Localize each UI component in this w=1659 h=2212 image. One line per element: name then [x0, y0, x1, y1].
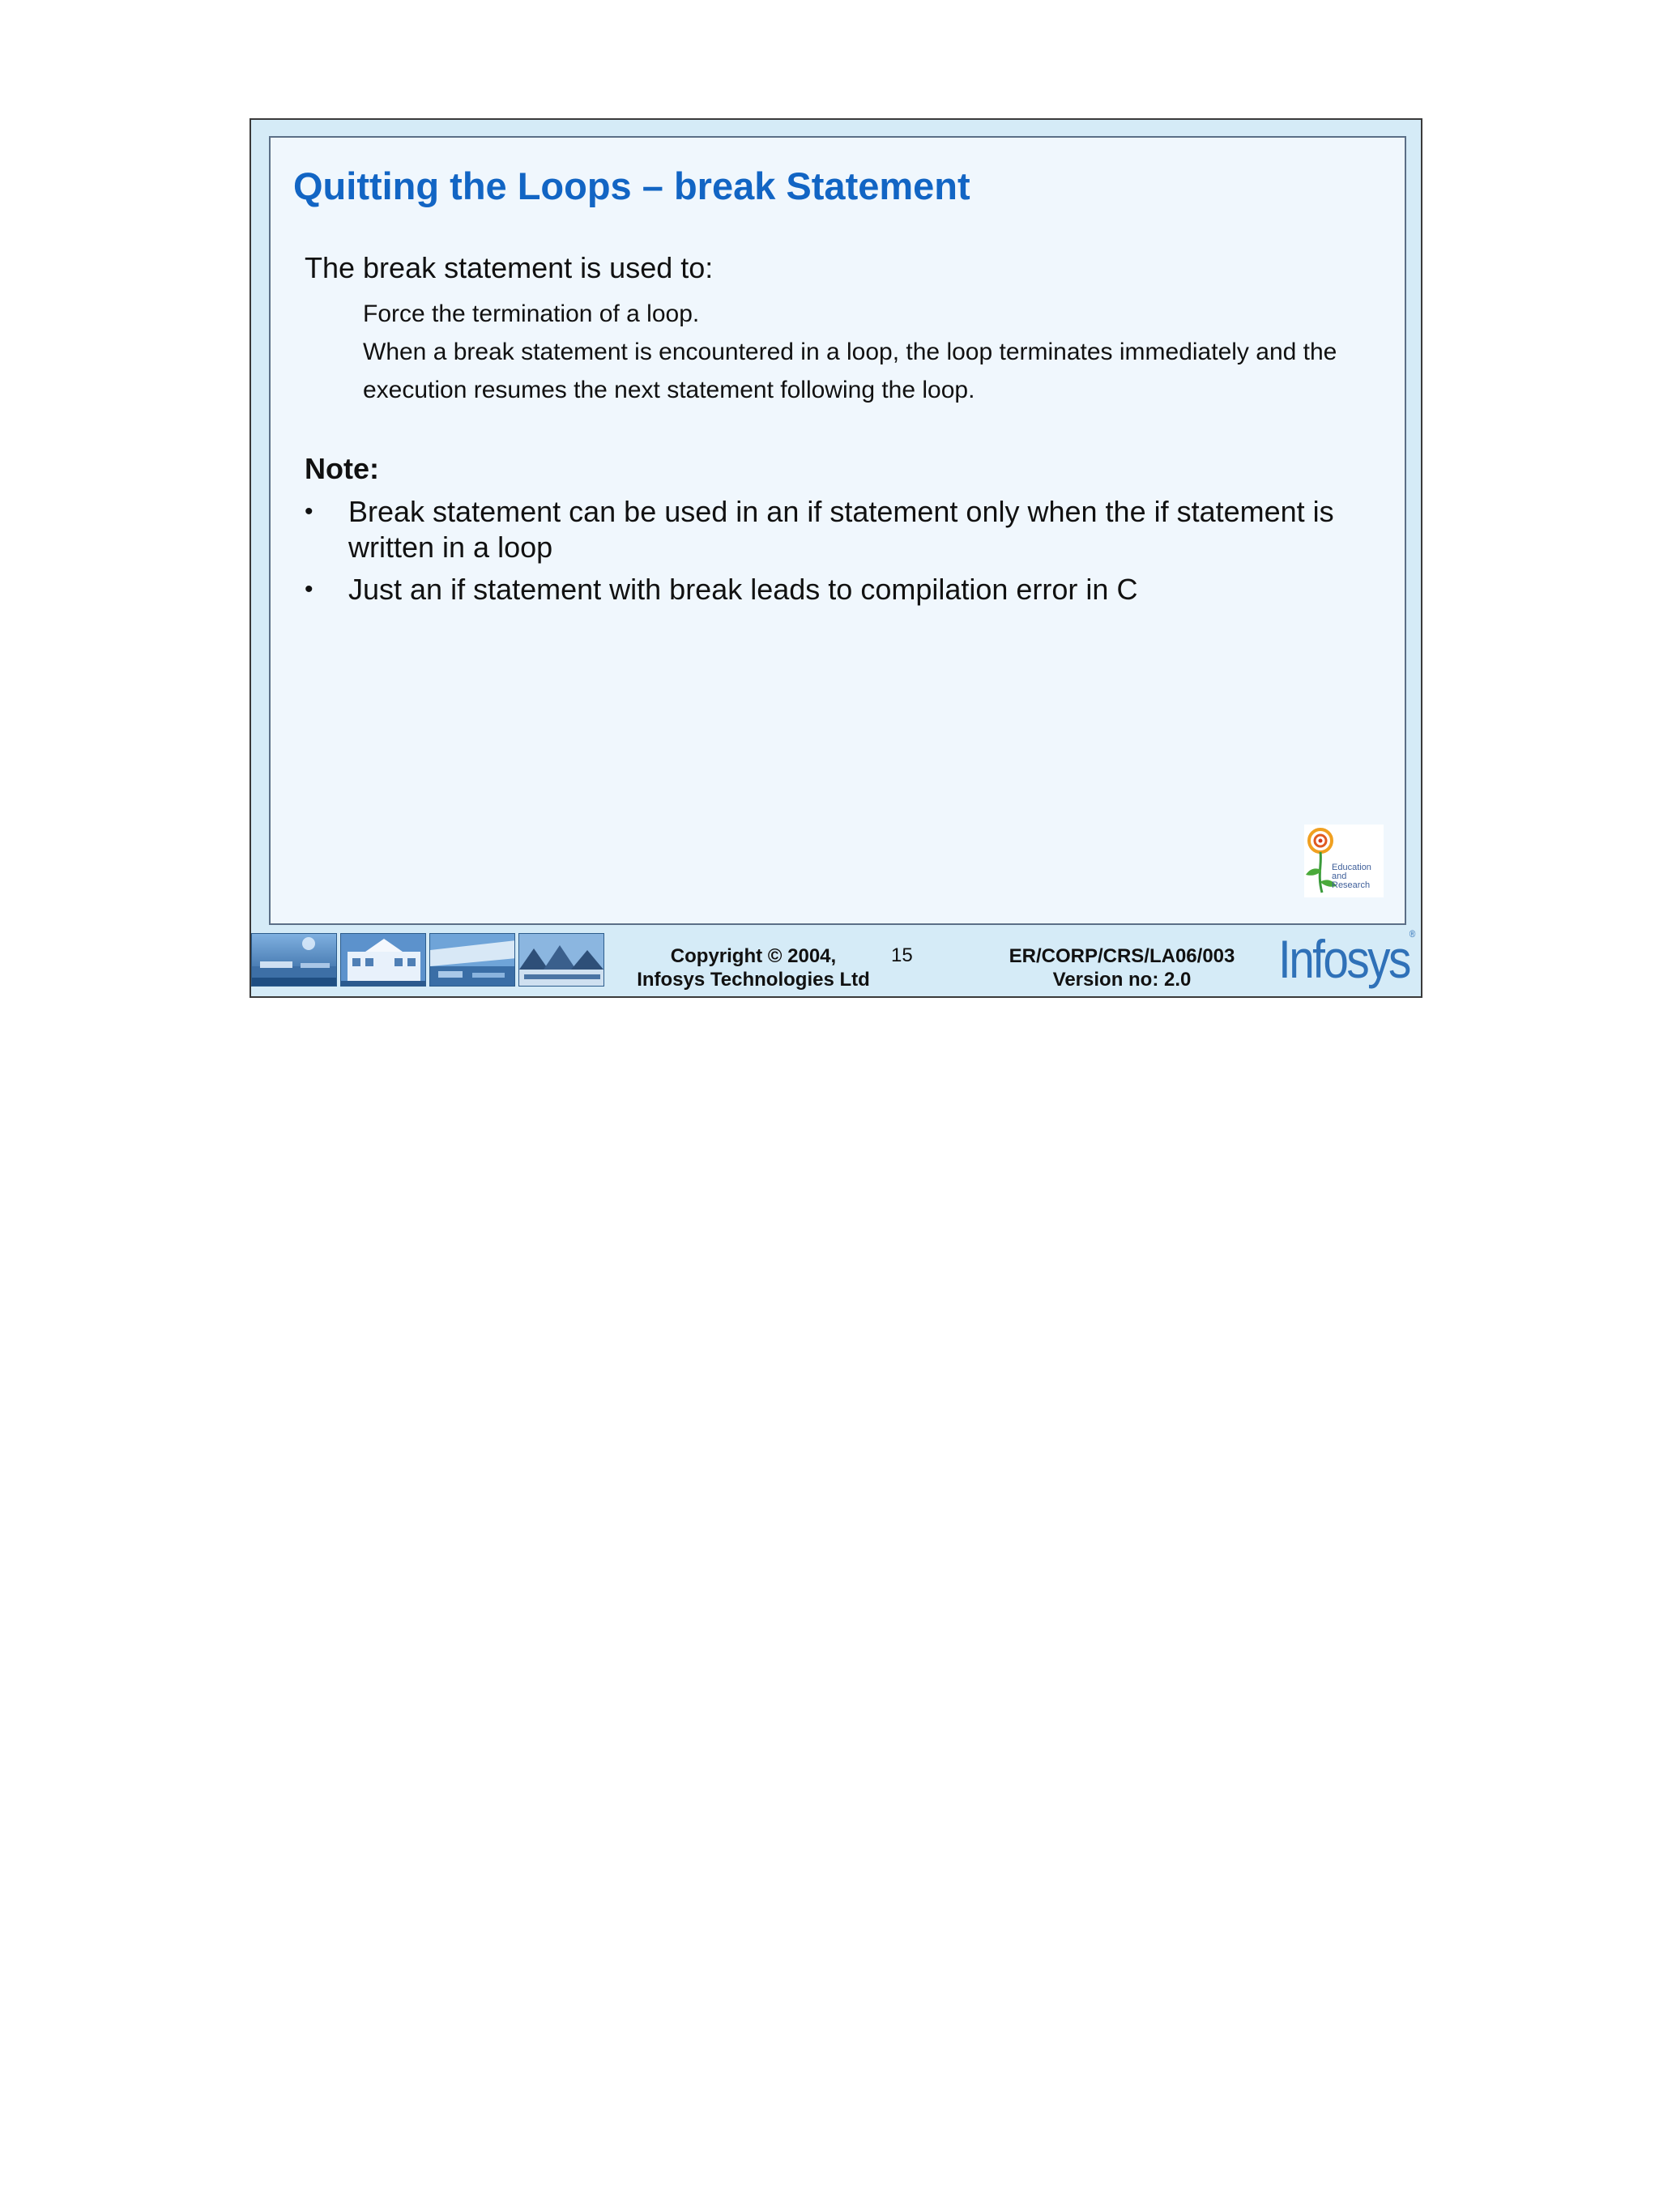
infosys-logo: [1278, 928, 1415, 990]
registered-mark: ®: [1409, 928, 1416, 940]
copyright-line: Copyright © 2004,: [670, 945, 837, 967]
slide-content: [269, 136, 1406, 925]
bullet-text: Just an if statement with break leads to compilation error in C: [348, 573, 1138, 606]
slide-title: Quitting the Loops – break Statement: [293, 164, 970, 207]
note-bullet-list: [305, 494, 1382, 614]
bullet-icon: •: [305, 498, 313, 525]
sub-point: When a break statement is encountered in a loop, the loop terminates immediately and the execution resumes the next statement following the loop.: [363, 339, 1337, 403]
slide-footer: [251, 925, 1421, 996]
list-item: [305, 494, 1382, 565]
version-number: Version no: 2.0: [1052, 969, 1192, 991]
list-item: [305, 572, 1382, 607]
education-research-text: Education and Research: [1332, 863, 1371, 890]
slide-frame: [249, 118, 1422, 998]
education-research-logo: [1304, 825, 1384, 897]
bullet-icon: •: [305, 576, 313, 603]
document-reference: [964, 944, 1280, 991]
copyright-text: [632, 944, 875, 991]
brand-name: Infosys: [1278, 929, 1410, 989]
campus-photo-4: [518, 933, 604, 987]
sub-point-list: [363, 295, 1392, 409]
note-heading: Note:: [305, 452, 379, 485]
sub-point: Force the termination of a loop.: [363, 300, 700, 327]
copyright-company: Infosys Technologies Ltd: [637, 969, 870, 991]
document-id: ER/CORP/CRS/LA06/003: [1009, 945, 1235, 967]
campus-photo-3: [429, 933, 515, 987]
bullet-text: Break statement can be used in an if statement only when the if statement is written in a loop: [348, 495, 1334, 564]
intro-text: The break statement is used to:: [305, 251, 714, 284]
campus-photo-1: [251, 933, 337, 987]
page-number: 15: [891, 944, 913, 966]
campus-photo-2: [340, 933, 426, 987]
